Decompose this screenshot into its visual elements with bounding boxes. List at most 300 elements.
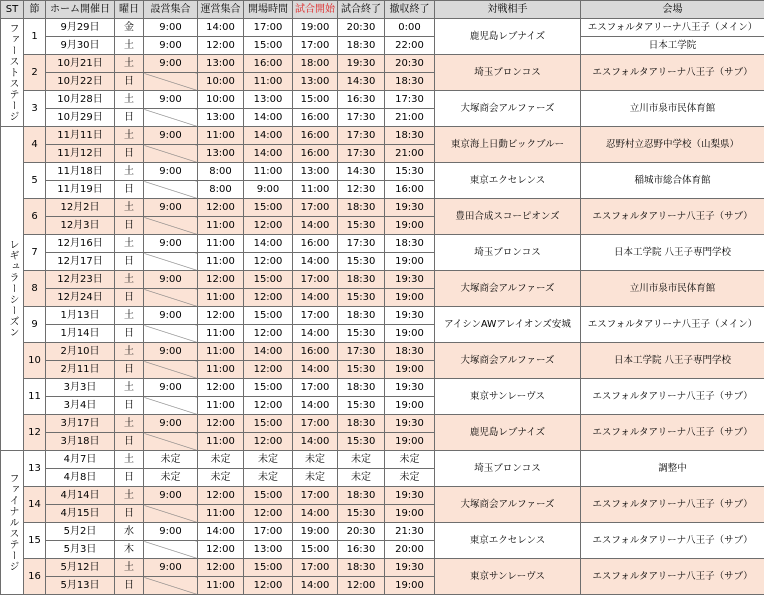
opponent-cell: 大塚商会アルファーズ	[435, 91, 581, 127]
weekday-cell: 土	[115, 127, 144, 145]
doors-open-cell: 12:00	[244, 361, 293, 379]
weekday-cell: 土	[115, 163, 144, 181]
weekday-cell: 土	[115, 271, 144, 289]
weekday-cell: 日	[115, 469, 144, 487]
table-row	[1, 379, 764, 397]
home-date-cell: 4月8日	[46, 469, 115, 487]
home-date-cell: 12月24日	[46, 289, 115, 307]
home-date-cell: 1月14日	[46, 325, 115, 343]
setup-gather-cell: 9:00	[144, 307, 198, 325]
table-row	[1, 91, 764, 109]
section-number: 4	[24, 127, 46, 163]
setup-gather-cell	[144, 397, 198, 415]
kickoff-cell: 17:00	[293, 37, 338, 55]
venue-cell: エスフォルタアリーナ八王子（メイン）	[581, 307, 764, 343]
game-end-cell: 12:30	[338, 181, 385, 199]
stage-label: レギュラーシーズン	[1, 127, 24, 451]
section-number: 8	[24, 271, 46, 307]
game-end-cell: 15:30	[338, 505, 385, 523]
teardown-end-cell: 19:00	[385, 505, 435, 523]
teardown-end-cell: 19:30	[385, 199, 435, 217]
setup-gather-cell: 9:00	[144, 487, 198, 505]
doors-open-cell: 11:00	[244, 73, 293, 91]
ops-gather-cell: 10:00	[198, 91, 244, 109]
venue-cell: 日本工学院 八王子専門学校	[581, 235, 764, 271]
ops-gather-cell: 12:00	[198, 415, 244, 433]
weekday-cell: 土	[115, 379, 144, 397]
doors-open-cell: 15:00	[244, 199, 293, 217]
header-game-end: 試合終了	[338, 1, 385, 19]
kickoff-cell: 14:00	[293, 577, 338, 595]
home-date-cell: 12月16日	[46, 235, 115, 253]
weekday-cell: 日	[115, 361, 144, 379]
setup-gather-cell: 9:00	[144, 55, 198, 73]
home-date-cell: 5月3日	[46, 541, 115, 559]
table-row	[1, 307, 764, 325]
game-end-cell: 18:30	[338, 415, 385, 433]
weekday-cell: 日	[115, 325, 144, 343]
opponent-cell: 埼玉ブロンコス	[435, 55, 581, 91]
ops-gather-cell: 11:00	[198, 397, 244, 415]
teardown-end-cell: 21:00	[385, 109, 435, 127]
header-home-date: ホーム開催日	[46, 1, 115, 19]
table-row	[1, 451, 764, 469]
weekday-cell: 土	[115, 487, 144, 505]
teardown-end-cell: 19:00	[385, 217, 435, 235]
doors-open-cell: 12:00	[244, 433, 293, 451]
game-end-cell: 16:30	[338, 541, 385, 559]
game-end-cell: 19:30	[338, 55, 385, 73]
setup-gather-cell: 9:00	[144, 523, 198, 541]
doors-open-cell: 14:00	[244, 127, 293, 145]
ops-gather-cell: 12:00	[198, 541, 244, 559]
ops-gather-cell: 12:00	[198, 487, 244, 505]
teardown-end-cell: 19:00	[385, 253, 435, 271]
kickoff-cell: 17:00	[293, 271, 338, 289]
section-number: 13	[24, 451, 46, 487]
kickoff-cell: 16:00	[293, 235, 338, 253]
section-number: 16	[24, 559, 46, 595]
section-number: 7	[24, 235, 46, 271]
ops-gather-cell: 12:00	[198, 199, 244, 217]
game-end-cell: 17:30	[338, 145, 385, 163]
teardown-end-cell: 19:00	[385, 433, 435, 451]
opponent-cell: 大塚商会アルファーズ	[435, 271, 581, 307]
opponent-cell: 鹿児島レブナイズ	[435, 19, 581, 55]
teardown-end-cell: 18:30	[385, 73, 435, 91]
header-kickoff: 試合開始	[293, 1, 338, 19]
kickoff-cell: 14:00	[293, 505, 338, 523]
kickoff-cell: 17:00	[293, 307, 338, 325]
opponent-cell: 東京エクセレンス	[435, 163, 581, 199]
game-end-cell: 15:30	[338, 433, 385, 451]
teardown-end-cell: 19:00	[385, 325, 435, 343]
home-date-cell: 12月3日	[46, 217, 115, 235]
teardown-end-cell: 21:30	[385, 523, 435, 541]
setup-gather-cell	[144, 325, 198, 343]
ops-gather-cell: 13:00	[198, 55, 244, 73]
doors-open-cell: 16:00	[244, 55, 293, 73]
setup-gather-cell: 9:00	[144, 163, 198, 181]
venue-cell: エスフォルタアリーナ八王子（サブ）	[581, 55, 764, 91]
weekday-cell: 日	[115, 433, 144, 451]
setup-gather-cell	[144, 505, 198, 523]
weekday-cell: 日	[115, 181, 144, 199]
teardown-end-cell: 19:00	[385, 289, 435, 307]
kickoff-cell: 19:00	[293, 523, 338, 541]
header-weekday: 曜日	[115, 1, 144, 19]
setup-gather-cell: 9:00	[144, 127, 198, 145]
game-end-cell: 18:30	[338, 559, 385, 577]
game-end-cell: 17:30	[338, 343, 385, 361]
table-row	[1, 19, 764, 37]
weekday-cell: 日	[115, 73, 144, 91]
doors-open-cell: 15:00	[244, 307, 293, 325]
header-opponent: 対戦相手	[435, 1, 581, 19]
doors-open-cell: 17:00	[244, 19, 293, 37]
section-number: 9	[24, 307, 46, 343]
doors-open-cell: 12:00	[244, 397, 293, 415]
section-number: 3	[24, 91, 46, 127]
game-end-cell: 未定	[338, 451, 385, 469]
game-end-cell: 15:30	[338, 325, 385, 343]
home-date-cell: 3月3日	[46, 379, 115, 397]
setup-gather-cell	[144, 145, 198, 163]
teardown-end-cell: 20:30	[385, 55, 435, 73]
weekday-cell: 土	[115, 55, 144, 73]
weekday-cell: 日	[115, 109, 144, 127]
kickoff-cell: 15:00	[293, 91, 338, 109]
weekday-cell: 日	[115, 289, 144, 307]
setup-gather-cell	[144, 577, 198, 595]
setup-gather-cell: 9:00	[144, 91, 198, 109]
setup-gather-cell: 9:00	[144, 235, 198, 253]
kickoff-cell: 13:00	[293, 163, 338, 181]
setup-gather-cell	[144, 541, 198, 559]
home-date-cell: 11月11日	[46, 127, 115, 145]
ops-gather-cell: 11:00	[198, 505, 244, 523]
weekday-cell: 土	[115, 415, 144, 433]
ops-gather-cell: 11:00	[198, 325, 244, 343]
setup-gather-cell: 9:00	[144, 379, 198, 397]
weekday-cell: 土	[115, 343, 144, 361]
setup-gather-cell: 9:00	[144, 271, 198, 289]
game-end-cell: 14:30	[338, 163, 385, 181]
game-end-cell: 18:30	[338, 487, 385, 505]
ops-gather-cell: 11:00	[198, 577, 244, 595]
game-end-cell: 15:30	[338, 289, 385, 307]
kickoff-cell: 14:00	[293, 433, 338, 451]
kickoff-cell: 14:00	[293, 253, 338, 271]
opponent-cell: 東京海上日動ビックブルー	[435, 127, 581, 163]
weekday-cell: 土	[115, 37, 144, 55]
section-number: 15	[24, 523, 46, 559]
game-end-cell: 15:30	[338, 253, 385, 271]
section-number: 1	[24, 19, 46, 55]
weekday-cell: 日	[115, 217, 144, 235]
venue-cell: エスフォルタアリーナ八王子（サブ）	[581, 415, 764, 451]
setup-gather-cell: 未定	[144, 451, 198, 469]
header-section: 節	[24, 1, 46, 19]
ops-gather-cell: 14:00	[198, 19, 244, 37]
venue-cell: エスフォルタアリーナ八王子（サブ）	[581, 379, 764, 415]
weekday-cell: 日	[115, 145, 144, 163]
game-end-cell: 12:00	[338, 577, 385, 595]
game-end-cell: 17:30	[338, 109, 385, 127]
ops-gather-cell: 11:00	[198, 253, 244, 271]
opponent-cell: 埼玉ブロンコス	[435, 235, 581, 271]
home-date-cell: 11月18日	[46, 163, 115, 181]
venue-cell: 稲城市総合体育館	[581, 163, 764, 199]
home-date-cell: 12月2日	[46, 199, 115, 217]
venue-cell: 立川市泉市民体育館	[581, 271, 764, 307]
teardown-end-cell: 19:00	[385, 577, 435, 595]
table-row	[1, 559, 764, 577]
kickoff-cell: 16:00	[293, 145, 338, 163]
header-venue: 会場	[581, 1, 764, 19]
home-date-cell: 10月21日	[46, 55, 115, 73]
teardown-end-cell: 0:00	[385, 19, 435, 37]
doors-open-cell: 15:00	[244, 487, 293, 505]
home-date-cell: 3月18日	[46, 433, 115, 451]
weekday-cell: 水	[115, 523, 144, 541]
header-ops-gather: 運営集合	[198, 1, 244, 19]
weekday-cell: 日	[115, 397, 144, 415]
setup-gather-cell: 9:00	[144, 37, 198, 55]
setup-gather-cell	[144, 181, 198, 199]
header-teardown-end: 撤収終了	[385, 1, 435, 19]
game-end-cell: 15:30	[338, 361, 385, 379]
game-end-cell: 17:30	[338, 235, 385, 253]
game-end-cell: 15:30	[338, 217, 385, 235]
venue-cell: エスフォルタアリーナ八王子（サブ）	[581, 487, 764, 523]
home-date-cell: 1月13日	[46, 307, 115, 325]
home-date-cell: 4月15日	[46, 505, 115, 523]
setup-gather-cell: 9:00	[144, 559, 198, 577]
teardown-end-cell: 18:30	[385, 235, 435, 253]
home-date-cell: 2月11日	[46, 361, 115, 379]
table-row	[1, 235, 764, 253]
doors-open-cell: 未定	[244, 469, 293, 487]
doors-open-cell: 12:00	[244, 505, 293, 523]
kickoff-cell: 13:00	[293, 73, 338, 91]
kickoff-cell: 16:00	[293, 109, 338, 127]
ops-gather-cell: 11:00	[198, 433, 244, 451]
teardown-end-cell: 19:30	[385, 379, 435, 397]
table-row	[1, 343, 764, 361]
home-date-cell: 2月10日	[46, 343, 115, 361]
setup-gather-cell	[144, 361, 198, 379]
venue-cell: 日本工学院	[581, 37, 764, 55]
weekday-cell: 土	[115, 235, 144, 253]
section-number: 14	[24, 487, 46, 523]
ops-gather-cell: 11:00	[198, 343, 244, 361]
game-end-cell: 20:30	[338, 523, 385, 541]
weekday-cell: 土	[115, 199, 144, 217]
ops-gather-cell: 11:00	[198, 127, 244, 145]
game-end-cell: 18:30	[338, 37, 385, 55]
ops-gather-cell: 11:00	[198, 235, 244, 253]
home-date-cell: 9月29日	[46, 19, 115, 37]
doors-open-cell: 15:00	[244, 37, 293, 55]
table-row	[1, 487, 764, 505]
teardown-end-cell: 未定	[385, 451, 435, 469]
venue-cell: 立川市泉市民体育館	[581, 91, 764, 127]
teardown-end-cell: 17:30	[385, 91, 435, 109]
setup-gather-cell: 9:00	[144, 199, 198, 217]
section-number: 6	[24, 199, 46, 235]
setup-gather-cell	[144, 109, 198, 127]
venue-cell: 調整中	[581, 451, 764, 487]
home-date-cell: 11月19日	[46, 181, 115, 199]
game-end-cell: 17:30	[338, 127, 385, 145]
home-date-cell: 4月14日	[46, 487, 115, 505]
kickoff-cell: 14:00	[293, 361, 338, 379]
doors-open-cell: 14:00	[244, 109, 293, 127]
venue-cell: エスフォルタアリーナ八王子（サブ）	[581, 199, 764, 235]
doors-open-cell: 9:00	[244, 181, 293, 199]
game-end-cell: 14:30	[338, 73, 385, 91]
stage-label: ファーストステージ	[1, 19, 24, 127]
kickoff-cell: 17:00	[293, 199, 338, 217]
teardown-end-cell: 19:00	[385, 361, 435, 379]
setup-gather-cell: 9:00	[144, 19, 198, 37]
game-end-cell: 18:30	[338, 199, 385, 217]
setup-gather-cell	[144, 253, 198, 271]
teardown-end-cell: 15:30	[385, 163, 435, 181]
opponent-cell: 豊田合成スコーピオンズ	[435, 199, 581, 235]
teardown-end-cell: 19:30	[385, 307, 435, 325]
table-row	[1, 37, 764, 55]
opponent-cell: 東京サンレーヴス	[435, 379, 581, 415]
weekday-cell: 金	[115, 19, 144, 37]
doors-open-cell: 11:00	[244, 163, 293, 181]
weekday-cell: 土	[115, 307, 144, 325]
section-number: 11	[24, 379, 46, 415]
header-doors-open: 開場時間	[244, 1, 293, 19]
home-date-cell: 12月17日	[46, 253, 115, 271]
ops-gather-cell: 12:00	[198, 271, 244, 289]
header-setup-gather: 設営集合	[144, 1, 198, 19]
game-end-cell: 16:30	[338, 91, 385, 109]
kickoff-cell: 17:00	[293, 559, 338, 577]
ops-gather-cell: 未定	[198, 451, 244, 469]
venue-cell: 忍野村立忍野中学校（山梨県）	[581, 127, 764, 163]
opponent-cell: 埼玉ブロンコス	[435, 451, 581, 487]
venue-cell: エスフォルタアリーナ八王子（メイン）	[581, 19, 764, 37]
opponent-cell: 大塚商会アルファーズ	[435, 343, 581, 379]
opponent-cell: 東京エクセレンス	[435, 523, 581, 559]
kickoff-cell: 17:00	[293, 487, 338, 505]
ops-gather-cell: 13:00	[198, 109, 244, 127]
teardown-end-cell: 16:00	[385, 181, 435, 199]
doors-open-cell: 12:00	[244, 289, 293, 307]
teardown-end-cell: 19:30	[385, 487, 435, 505]
venue-cell: エスフォルタアリーナ八王子（サブ）	[581, 559, 764, 595]
teardown-end-cell: 18:30	[385, 127, 435, 145]
ops-gather-cell: 10:00	[198, 73, 244, 91]
doors-open-cell: 15:00	[244, 415, 293, 433]
doors-open-cell: 未定	[244, 451, 293, 469]
ops-gather-cell: 12:00	[198, 307, 244, 325]
home-date-cell: 9月30日	[46, 37, 115, 55]
kickoff-cell: 14:00	[293, 325, 338, 343]
setup-gather-cell: 9:00	[144, 415, 198, 433]
kickoff-cell: 17:00	[293, 379, 338, 397]
stage-label: ファイナルステージ	[1, 451, 24, 595]
opponent-cell: 東京サンレーヴス	[435, 559, 581, 595]
doors-open-cell: 12:00	[244, 577, 293, 595]
home-date-cell: 10月28日	[46, 91, 115, 109]
doors-open-cell: 13:00	[244, 541, 293, 559]
kickoff-cell: 14:00	[293, 217, 338, 235]
kickoff-cell: 未定	[293, 451, 338, 469]
doors-open-cell: 15:00	[244, 271, 293, 289]
weekday-cell: 土	[115, 91, 144, 109]
ops-gather-cell: 12:00	[198, 37, 244, 55]
weekday-cell: 日	[115, 505, 144, 523]
kickoff-cell: 14:00	[293, 289, 338, 307]
table-row	[1, 163, 764, 181]
teardown-end-cell: 19:30	[385, 271, 435, 289]
section-number: 12	[24, 415, 46, 451]
teardown-end-cell: 22:00	[385, 37, 435, 55]
ops-gather-cell: 12:00	[198, 379, 244, 397]
ops-gather-cell: 13:00	[198, 145, 244, 163]
ops-gather-cell: 8:00	[198, 181, 244, 199]
home-date-cell: 12月23日	[46, 271, 115, 289]
weekday-cell: 木	[115, 541, 144, 559]
setup-gather-cell: 未定	[144, 469, 198, 487]
venue-cell: エスフォルタアリーナ八王子（サブ）	[581, 523, 764, 559]
weekday-cell: 日	[115, 577, 144, 595]
home-date-cell: 5月13日	[46, 577, 115, 595]
ops-gather-cell: 未定	[198, 469, 244, 487]
game-end-cell: 未定	[338, 469, 385, 487]
table-row	[1, 271, 764, 289]
ops-gather-cell: 11:00	[198, 217, 244, 235]
ops-gather-cell: 14:00	[198, 523, 244, 541]
section-number: 10	[24, 343, 46, 379]
ops-gather-cell: 11:00	[198, 361, 244, 379]
table-row	[1, 523, 764, 541]
home-date-cell: 5月12日	[46, 559, 115, 577]
venue-cell: 日本工学院 八王子専門学校	[581, 343, 764, 379]
weekday-cell: 土	[115, 559, 144, 577]
doors-open-cell: 17:00	[244, 523, 293, 541]
kickoff-cell: 11:00	[293, 181, 338, 199]
kickoff-cell: 14:00	[293, 397, 338, 415]
ops-gather-cell: 8:00	[198, 163, 244, 181]
game-end-cell: 18:30	[338, 379, 385, 397]
doors-open-cell: 15:00	[244, 559, 293, 577]
header-st: ST	[1, 1, 24, 19]
doors-open-cell: 14:00	[244, 235, 293, 253]
teardown-end-cell: 18:30	[385, 343, 435, 361]
setup-gather-cell	[144, 433, 198, 451]
teardown-end-cell: 21:00	[385, 145, 435, 163]
opponent-cell: アイシンAWアレイオンズ安城	[435, 307, 581, 343]
section-number: 2	[24, 55, 46, 91]
doors-open-cell: 15:00	[244, 379, 293, 397]
doors-open-cell: 12:00	[244, 325, 293, 343]
ops-gather-cell: 11:00	[198, 289, 244, 307]
section-number: 5	[24, 163, 46, 199]
game-end-cell: 20:30	[338, 19, 385, 37]
home-date-cell: 10月29日	[46, 109, 115, 127]
home-date-cell: 3月17日	[46, 415, 115, 433]
opponent-cell: 大塚商会アルファーズ	[435, 487, 581, 523]
